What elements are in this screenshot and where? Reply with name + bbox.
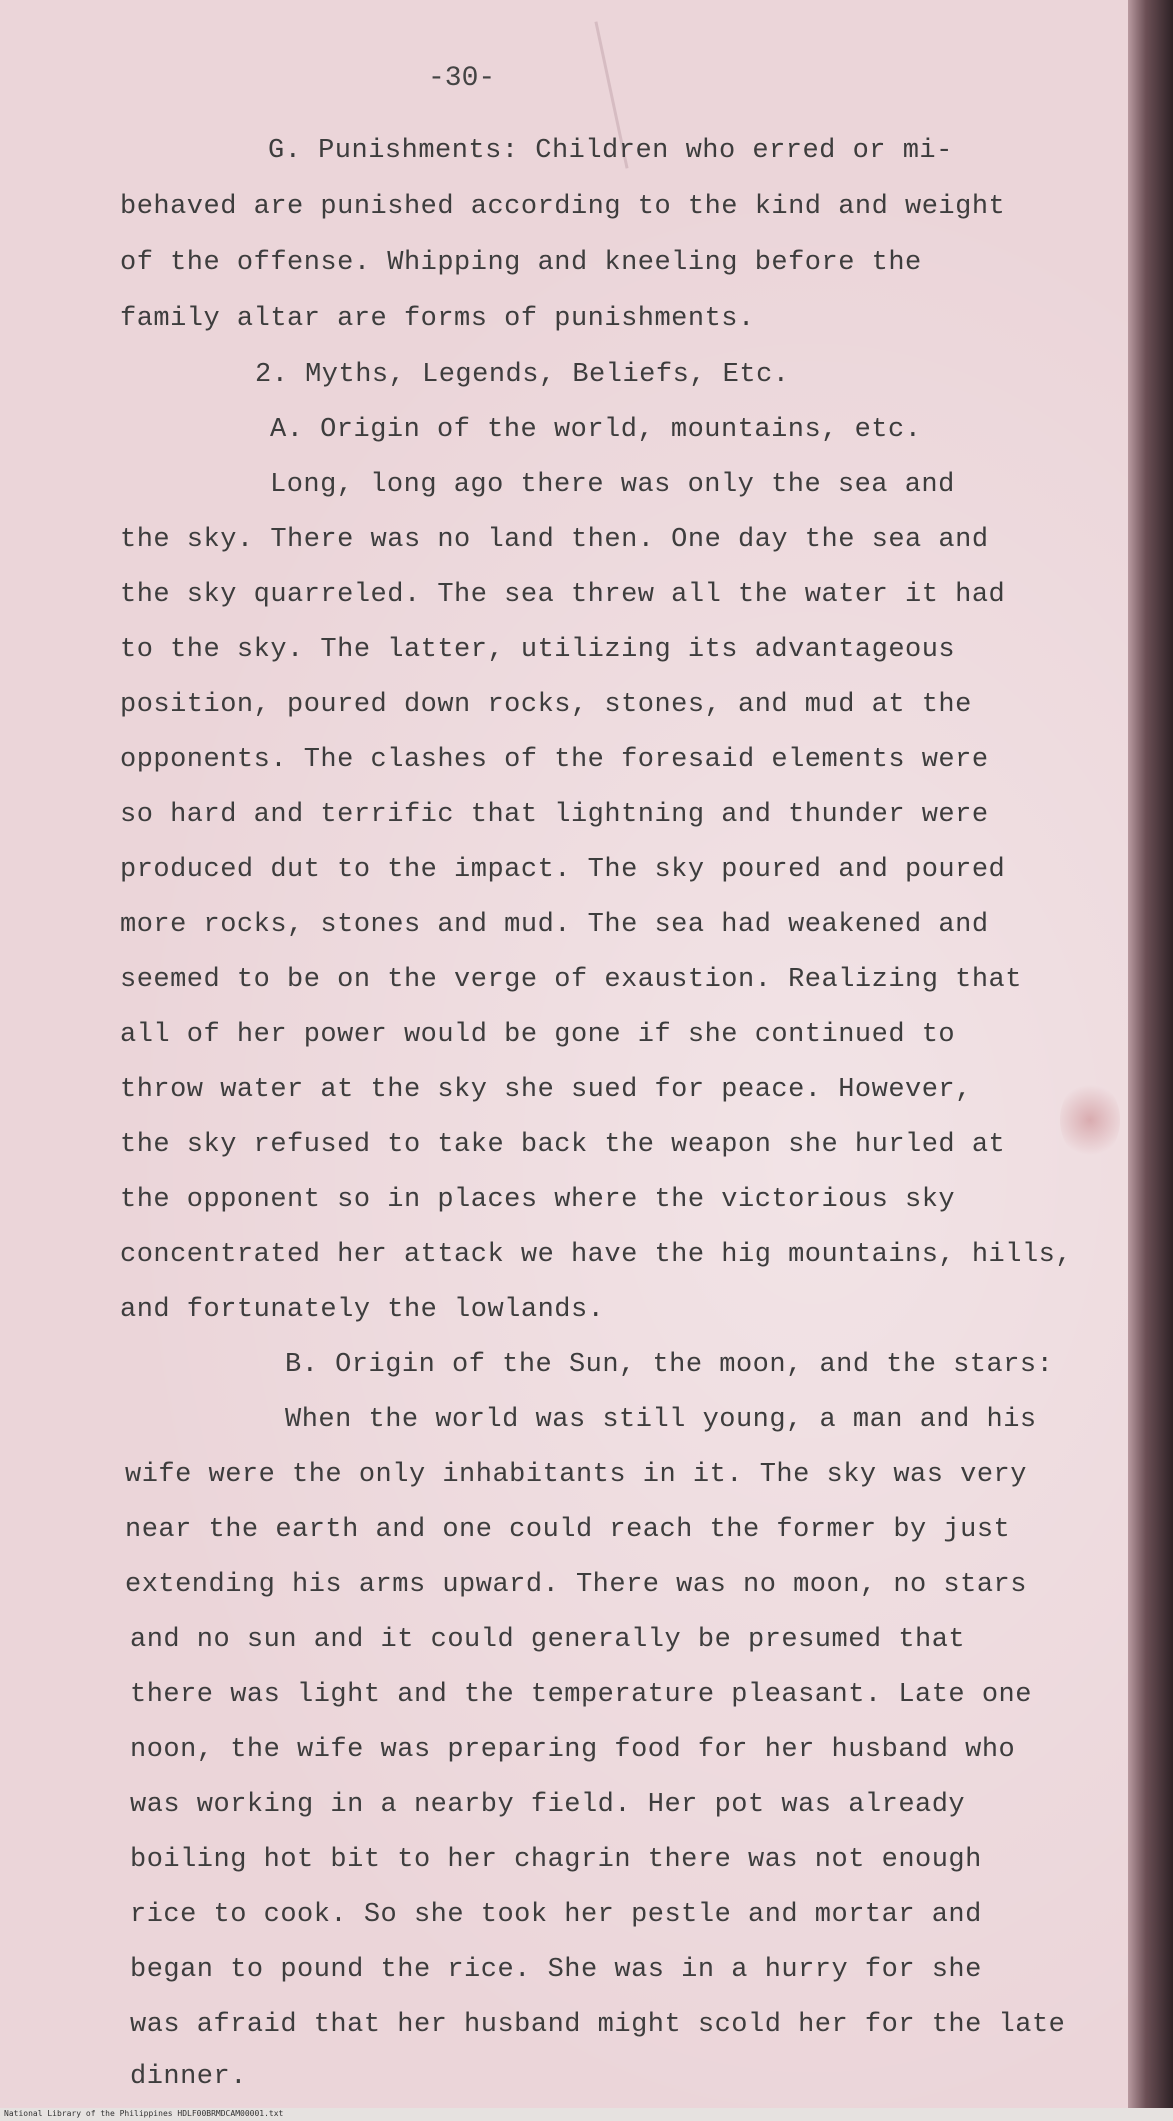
subsection-heading: B. Origin of the Sun, the moon, and the stars: xyxy=(285,1350,1054,1380)
text-line: more rocks, stones and mud. The sea had weakened and xyxy=(120,910,989,940)
text-line: there was light and the temperature pleasant. Late one xyxy=(130,1680,1032,1710)
text-line: was afraid that her husband might scold her for the late xyxy=(130,2010,1066,2040)
text-line: wife were the only inhabitants in it. The sky was very xyxy=(125,1460,1027,1490)
text-line: near the earth and one could reach the former by just xyxy=(125,1515,1011,1545)
text-line: the sky. There was no land then. One day the sea and xyxy=(120,525,989,555)
text-line: extending his arms upward. There was no moon, no stars xyxy=(125,1570,1027,1600)
text-line: all of her power would be gone if she continued to xyxy=(120,1020,956,1050)
paper-stain xyxy=(1060,1080,1120,1160)
text-line: the sky quarreled. The sea threw all the water it had xyxy=(120,580,1006,610)
text-line: throw water at the sky she sued for peace. However, xyxy=(120,1075,972,1105)
text-line: family altar are forms of punishments. xyxy=(120,304,755,334)
section-heading: 2. Myths, Legends, Beliefs, Etc. xyxy=(255,360,790,390)
text-line: When the world was still young, a man and his xyxy=(285,1405,1037,1435)
text-line: Long, long ago there was only the sea and xyxy=(270,470,955,500)
archive-footer: National Library of the Philippines HDLF00BRMDCAM00001.txt xyxy=(4,2109,284,2118)
text-line: to the sky. The latter, utilizing its advantageous xyxy=(120,635,956,665)
text-line: G. Punishments: Children who erred or mi- xyxy=(268,136,953,166)
text-line: produced dut to the impact. The sky poured and poured xyxy=(120,855,1006,885)
text-line: and no sun and it could generally be presumed that xyxy=(130,1625,966,1655)
text-line: the opponent so in places where the victorious sky xyxy=(120,1185,956,1215)
text-line: of the offense. Whipping and kneeling before the xyxy=(120,248,922,278)
text-line: the sky refused to take back the weapon she hurled at xyxy=(120,1130,1006,1160)
text-line: seemed to be on the verge of exaustion. Realizing that xyxy=(120,965,1022,995)
text-line: concentrated her attack we have the hig mountains, hills, xyxy=(120,1240,1073,1270)
text-line: and fortunately the lowlands. xyxy=(120,1295,605,1325)
text-line: rice to cook. So she took her pestle and mortar and xyxy=(130,1900,982,1930)
text-line: dinner. xyxy=(130,2062,247,2092)
text-line: boiling hot bit to her chagrin there was not enough xyxy=(130,1845,982,1875)
subsection-heading: A. Origin of the world, mountains, etc. xyxy=(270,415,922,445)
text-line: position, poured down rocks, stones, and mud at the xyxy=(120,690,972,720)
text-line: began to pound the rice. She was in a hurry for she xyxy=(130,1955,982,1985)
text-line: was working in a nearby field. Her pot was already xyxy=(130,1790,966,1820)
text-line: behaved are punished according to the kind and weight xyxy=(120,192,1006,222)
book-binding xyxy=(1128,0,1173,2121)
text-line: noon, the wife was preparing food for her husband who xyxy=(130,1735,1016,1765)
text-line: so hard and terrific that lightning and thunder were xyxy=(120,800,989,830)
page-number: -30- xyxy=(428,63,496,94)
text-line: opponents. The clashes of the foresaid elements were xyxy=(120,745,989,775)
